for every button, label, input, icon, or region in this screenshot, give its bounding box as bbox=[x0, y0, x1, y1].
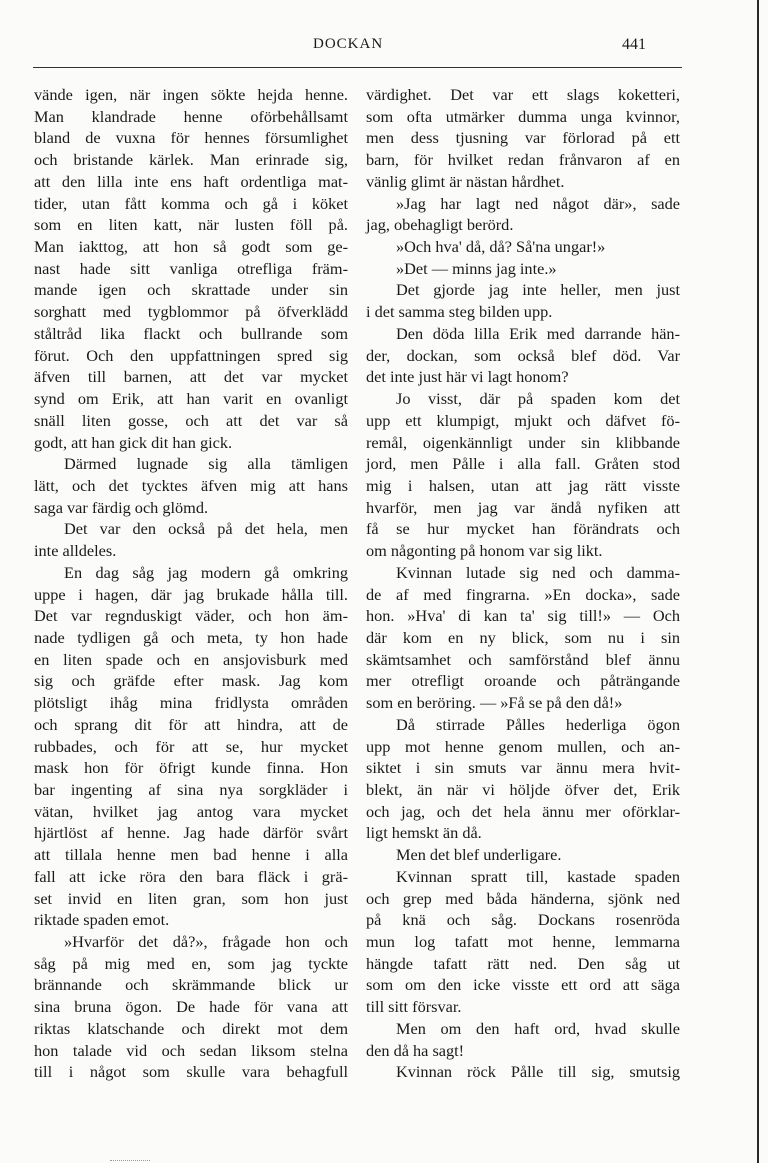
page-number: 441 bbox=[622, 36, 646, 53]
text-line: Man klandrade henne oförbehållsamt bbox=[34, 106, 348, 126]
left-text-column bbox=[34, 84, 348, 1083]
text-line: mande igen och skrattade under sin bbox=[34, 280, 348, 300]
text-line: godt, att han gick dit han gick. bbox=[34, 432, 233, 452]
text-line: upp ett klumpigt, mjukt och däfvet fö- bbox=[366, 410, 680, 430]
text-line: riktas klatschande och direkt mot dem bbox=[34, 1018, 348, 1038]
text-line: sig och gräfde efter mask. Jag kom bbox=[34, 671, 348, 691]
text-line: fall att icke röra den bara fläck i grä- bbox=[34, 866, 348, 886]
header-rule bbox=[33, 67, 682, 68]
text-line: där kom en ny blick, som nu i sin bbox=[366, 627, 680, 647]
text-line: »Jag har lagt ned något där», sade bbox=[396, 193, 680, 213]
text-line: sorghatt med tygblommor på öfverklädd bbox=[34, 302, 348, 322]
text-line: der, dockan, som också blef död. Var bbox=[366, 345, 680, 365]
text-line: Därmed lugnade sig alla tämligen bbox=[64, 454, 348, 474]
text-line: hon talade vid och sedan liksom stelna bbox=[34, 1040, 348, 1060]
text-line: de af med fingrarna. »En docka», sade bbox=[366, 584, 680, 604]
text-line: nade tydligen gå och meta, ty hon hade bbox=[34, 627, 348, 647]
text-line: ligt hemskt än då. bbox=[366, 823, 482, 843]
text-line: vänlig glimt är nästan hårdhet. bbox=[366, 171, 565, 191]
text-line: förut. Och den uppfattningen spred sig bbox=[34, 345, 348, 365]
text-line: plötsligt ihåg mina fridlysta områden bbox=[34, 693, 348, 713]
text-line: i det samma steg bilden upp. bbox=[366, 302, 553, 322]
text-line: mask hon för öfrigt kunde finna. Hon bbox=[34, 758, 348, 778]
text-line: skämtsamhet och samförstånd blef ännu bbox=[366, 649, 680, 669]
text-line: brännande och skrämmande blick ur bbox=[34, 975, 348, 995]
text-line: och bristande kärlek. Man erinrade sig, bbox=[34, 150, 348, 170]
text-line: rubbades, och för att se, hur mycket bbox=[34, 736, 348, 756]
text-line: till i något som skulle vara behagfull bbox=[34, 1062, 348, 1082]
text-line: mer otrefligt oroande och påträngande bbox=[366, 671, 680, 691]
text-line: men dess tjusning var förlorad på ett bbox=[366, 128, 680, 148]
text-line: »Hvarför det då?», frågade hon och bbox=[64, 932, 348, 952]
text-line: remål, oigenkännligt under sin klibbande bbox=[366, 432, 680, 452]
text-line: Jo visst, där på spaden kom det bbox=[396, 389, 680, 409]
text-line: Det gjorde jag inte heller, men just bbox=[396, 280, 680, 300]
text-line: som en liten katt, när lusten föll på. bbox=[34, 215, 348, 235]
text-line: uppe i hagen, där jag brukade hålla till. bbox=[34, 584, 348, 604]
text-line: hjärtlöst af henne. Jag hade därför svårt bbox=[34, 823, 348, 843]
text-line: mig i halsen, utan att jag rätt visste bbox=[366, 475, 680, 495]
text-line: värdighet. Det var ett slags koketteri, bbox=[366, 85, 680, 104]
text-line: tider, utan fått komma och gå i köket bbox=[34, 193, 348, 213]
text-line: jord, men Pålle i alla fall. Gråten stod bbox=[366, 454, 680, 474]
text-line: synd om Erik, att han varit en ovanligt bbox=[34, 389, 348, 409]
text-line: som en beröring. — »Få se på den då!» bbox=[366, 693, 623, 713]
text-line: att den lilla inte ens haft ordentliga mat- bbox=[34, 171, 348, 191]
text-line: på knä och såg. Dockans rosenröda bbox=[366, 910, 680, 930]
text-line: sina bruna ögon. De hade för vana att bbox=[34, 997, 348, 1017]
text-line: riktade spaden emot. bbox=[34, 910, 170, 930]
text-line: om någonting på honom var sig likt. bbox=[366, 541, 603, 561]
text-line: hängde tafatt rätt ned. Den såg ut bbox=[366, 953, 680, 973]
text-line: och grep med båda händerna, sjönk ned bbox=[366, 888, 680, 908]
text-line: som ofta utmärker dumma unga kvinnor, bbox=[366, 106, 680, 126]
text-line: barn, för hvilket redan frånvaron af en bbox=[366, 150, 680, 170]
text-line: nast hade sitt vanliga otrefliga främ- bbox=[34, 258, 348, 278]
scan-edge-line bbox=[757, 0, 759, 1163]
text-line: Då stirrade Pålles hederliga ögon bbox=[396, 714, 680, 734]
right-text-column bbox=[366, 84, 680, 1083]
text-line: Kvinnan spratt till, kastade spaden bbox=[396, 866, 680, 886]
text-line: blekt, än när vi höljde öfver det, Erik bbox=[366, 780, 680, 799]
text-line: som om den icke visste ett ord att säga bbox=[366, 975, 680, 995]
text-line: saga var färdig och glömd. bbox=[34, 497, 209, 517]
scan-artifact-dots bbox=[110, 1160, 150, 1162]
text-line: set invid en liten gran, som hon just bbox=[34, 888, 348, 908]
text-line: såg på mig med en, som jag tyckte bbox=[34, 953, 348, 973]
text-line: och jag, och det hela ännu mer oförklar- bbox=[366, 801, 680, 821]
text-line: den då ha sagt! bbox=[366, 1040, 465, 1060]
text-line: Men det blef underligare. bbox=[396, 845, 562, 865]
text-line: Det var den också på det hela, men bbox=[64, 519, 348, 539]
running-title: DOCKAN bbox=[313, 36, 384, 52]
text-line: vätan, hvilket jag antog vara mycket bbox=[34, 801, 348, 821]
text-line: bar ingenting af sina nya sorgkläder i bbox=[34, 780, 348, 799]
text-line: äfven till barnen, att det var mycket bbox=[34, 367, 348, 387]
text-line: jag, obehagligt berörd. bbox=[366, 215, 514, 235]
text-line: vände igen, när ingen sökte hejda henne. bbox=[34, 85, 348, 104]
text-line: Man iakttog, att hon så godt som ge- bbox=[34, 237, 348, 257]
text-line: »Och hva' då, då? Så'na ungar!» bbox=[396, 237, 606, 257]
text-line: hvarför, men jag var ändå nyfiken att bbox=[366, 497, 680, 517]
page-header bbox=[0, 36, 740, 60]
text-line: mun log tafatt mot henne, lemmarna bbox=[366, 932, 680, 952]
text-line: och sprang dit för att hindra, att de bbox=[34, 714, 348, 734]
text-line: ståltråd lika flackt och bullrande som bbox=[34, 323, 348, 343]
text-line: en liten spade och en ansjovisburk med bbox=[34, 649, 348, 669]
text-line: Det var regnduskigt väder, och hon äm- bbox=[34, 606, 348, 626]
text-line: hon. »Hva' di kan ta' sig till!» — Och bbox=[366, 606, 680, 626]
text-line: få se hur mycket han förändrats och bbox=[366, 519, 680, 539]
text-line: Kvinnan röck Pålle till sig, smutsig bbox=[396, 1062, 680, 1082]
text-line: bland de vuxna för hennes försumlighet bbox=[34, 128, 348, 148]
text-line: lätt, och det tycktes äfven mig att hans bbox=[34, 475, 348, 495]
text-line: till sitt försvar. bbox=[366, 997, 462, 1017]
text-line: Kvinnan lutade sig ned och damma- bbox=[396, 562, 680, 582]
text-line: Den döda lilla Erik med darrande hän- bbox=[396, 323, 680, 343]
text-line: En dag såg jag modern gå omkring bbox=[64, 562, 348, 582]
text-line: »Det — minns jag inte.» bbox=[396, 258, 557, 278]
text-line: siktet i sin smuts var ännu mera hvit- bbox=[366, 758, 680, 778]
text-line: inte alldeles. bbox=[34, 541, 117, 561]
text-line: upp mot henne genom mullen, och an- bbox=[366, 736, 680, 756]
text-line: det inte just här vi lagt honom? bbox=[366, 367, 569, 387]
text-line: snäll liten gosse, och att det var så bbox=[34, 410, 348, 430]
text-line: att tillala henne men bad henne i alla bbox=[34, 845, 348, 865]
text-line: Men om den haft ord, hvad skulle bbox=[396, 1018, 680, 1038]
